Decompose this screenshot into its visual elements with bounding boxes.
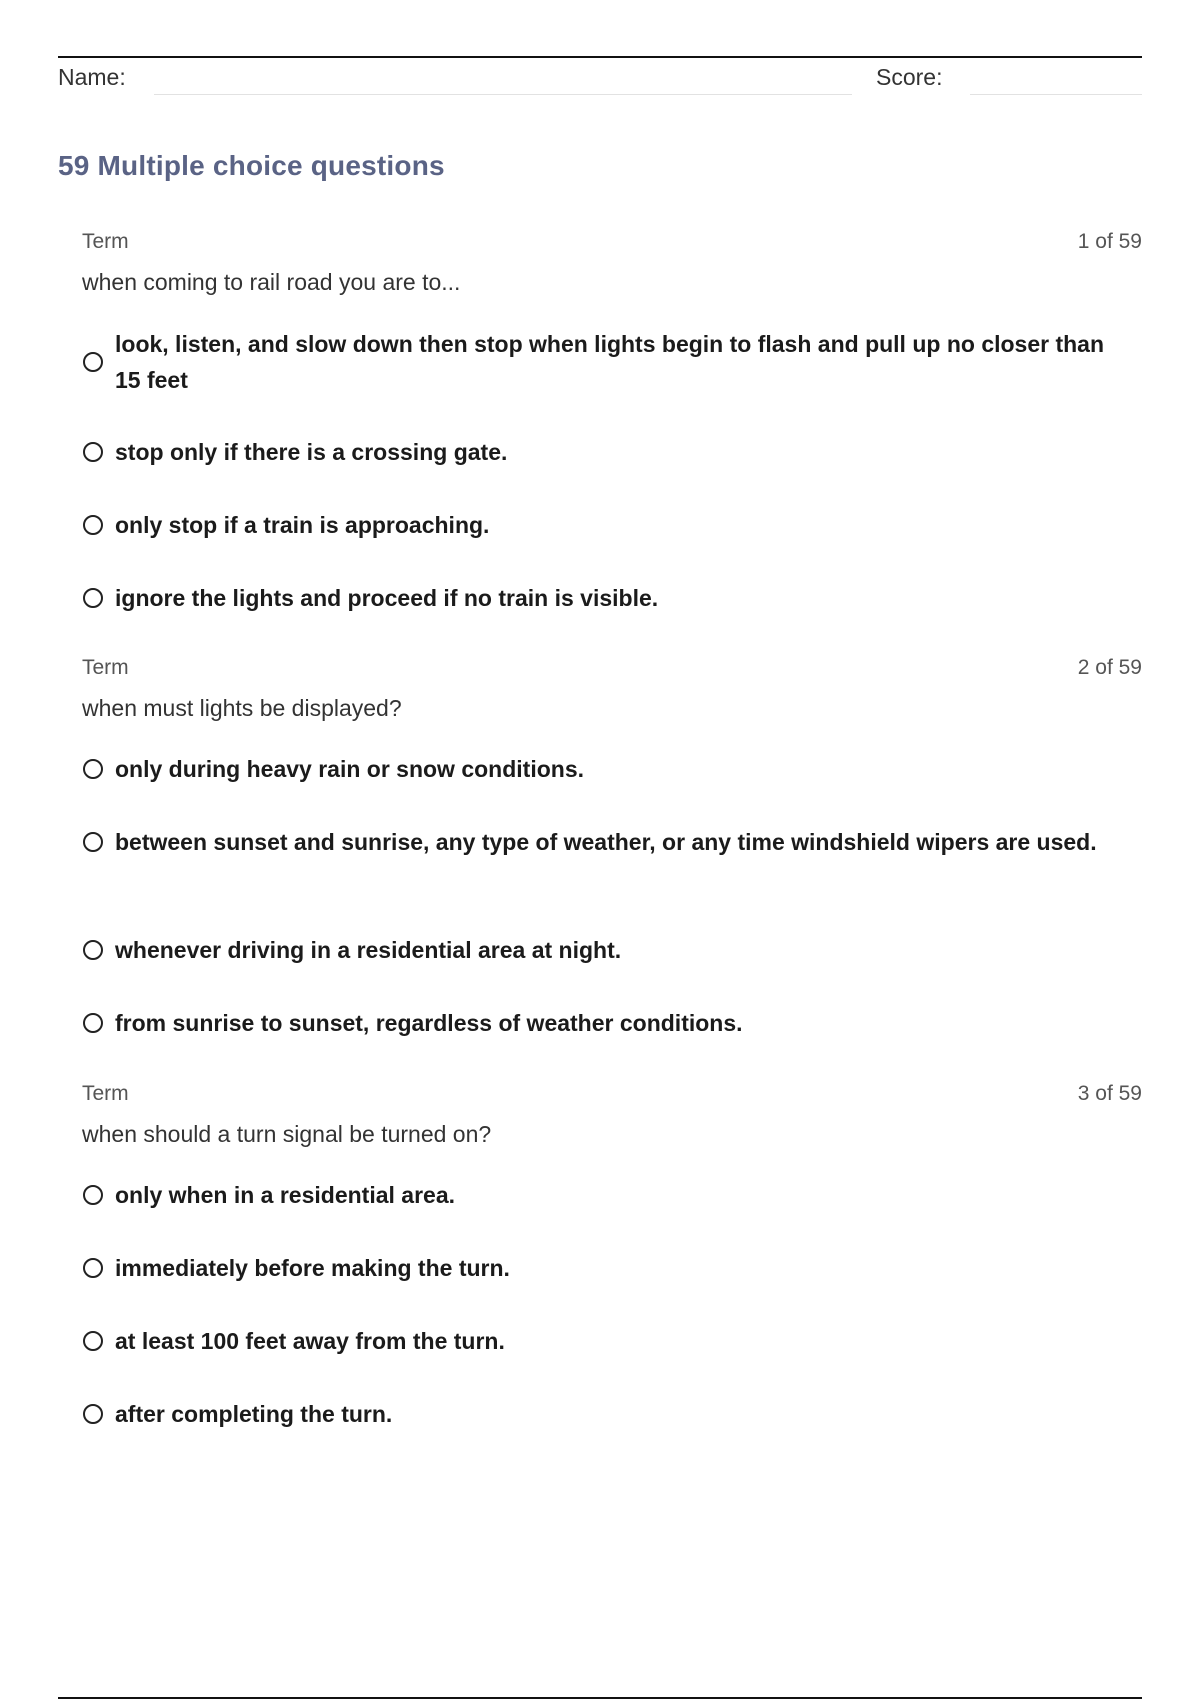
radio-icon[interactable]	[83, 1185, 103, 1205]
score-field[interactable]	[970, 94, 1142, 95]
answer-option[interactable]	[82, 580, 1142, 616]
answer-option-text: at least 100 feet away from the turn.	[115, 1328, 505, 1354]
answer-option-text: between sunset and sunrise, any type of weather, or any time windshield wipers are used.	[115, 829, 1097, 855]
answer-option[interactable]	[82, 932, 1142, 968]
answer-option-text: look, listen, and slow down then stop when lights begin to flash and pull up no closer than 15 feet	[115, 331, 1105, 393]
question-card	[82, 228, 1142, 611]
question-card	[82, 654, 1142, 1036]
radio-icon[interactable]	[83, 442, 103, 462]
answer-option[interactable]	[82, 1323, 1142, 1359]
question-header	[82, 1080, 1142, 1108]
answer-option-text: immediately before making the turn.	[115, 1255, 510, 1281]
answer-option[interactable]	[82, 326, 1142, 398]
answer-option-text: after completing the turn.	[115, 1401, 393, 1427]
question-prompt: when should a turn signal be turned on?	[82, 1121, 492, 1147]
question-counter: 3 of 59	[1077, 1082, 1142, 1105]
answer-option-text: only when in a residential area.	[115, 1182, 456, 1208]
radio-icon[interactable]	[83, 1013, 103, 1033]
term-label: Term	[82, 1082, 129, 1105]
answer-option-text: whenever driving in a residential area at night.	[115, 937, 622, 963]
answer-option[interactable]	[82, 1177, 1142, 1213]
question-card	[82, 1080, 1142, 1427]
name-field[interactable]	[154, 94, 852, 95]
answer-option[interactable]	[82, 824, 1142, 860]
question-header	[82, 654, 1142, 682]
radio-icon[interactable]	[83, 1258, 103, 1278]
radio-icon[interactable]	[83, 1331, 103, 1351]
answer-option[interactable]	[82, 434, 1142, 470]
term-label: Term	[82, 230, 129, 253]
header-row	[58, 62, 1142, 98]
answer-option[interactable]	[82, 751, 1142, 787]
bottom-divider	[58, 1697, 1142, 1699]
answer-option[interactable]	[82, 1005, 1142, 1041]
answer-option-text: from sunrise to sunset, regardless of weather conditions.	[115, 1010, 743, 1036]
question-prompt: when must lights be displayed?	[82, 695, 402, 721]
score-label: Score:	[876, 64, 943, 90]
question-header	[82, 228, 1142, 256]
question-counter: 2 of 59	[1077, 656, 1142, 679]
quiz-page	[58, 0, 1142, 1700]
radio-icon[interactable]	[83, 759, 103, 779]
top-divider	[58, 56, 1142, 58]
answer-option[interactable]	[82, 507, 1142, 543]
answer-option[interactable]	[82, 1396, 1142, 1432]
question-prompt: when coming to rail road you are to...	[82, 269, 461, 295]
section-title: 59 Multiple choice questions	[58, 150, 445, 181]
radio-icon[interactable]	[83, 1404, 103, 1424]
name-label: Name:	[58, 64, 126, 90]
question-counter: 1 of 59	[1077, 230, 1142, 253]
answer-option-text: only stop if a train is approaching.	[115, 512, 490, 538]
term-label: Term	[82, 656, 129, 679]
answer-option-text: only during heavy rain or snow conditions.	[115, 756, 584, 782]
radio-icon[interactable]	[83, 588, 103, 608]
answer-option[interactable]	[82, 1250, 1142, 1286]
radio-icon[interactable]	[83, 832, 103, 852]
radio-icon[interactable]	[83, 515, 103, 535]
answer-option-text: ignore the lights and proceed if no train is visible.	[115, 585, 659, 611]
radio-icon[interactable]	[83, 352, 103, 372]
answer-option-text: stop only if there is a crossing gate.	[115, 439, 508, 465]
radio-icon[interactable]	[83, 940, 103, 960]
